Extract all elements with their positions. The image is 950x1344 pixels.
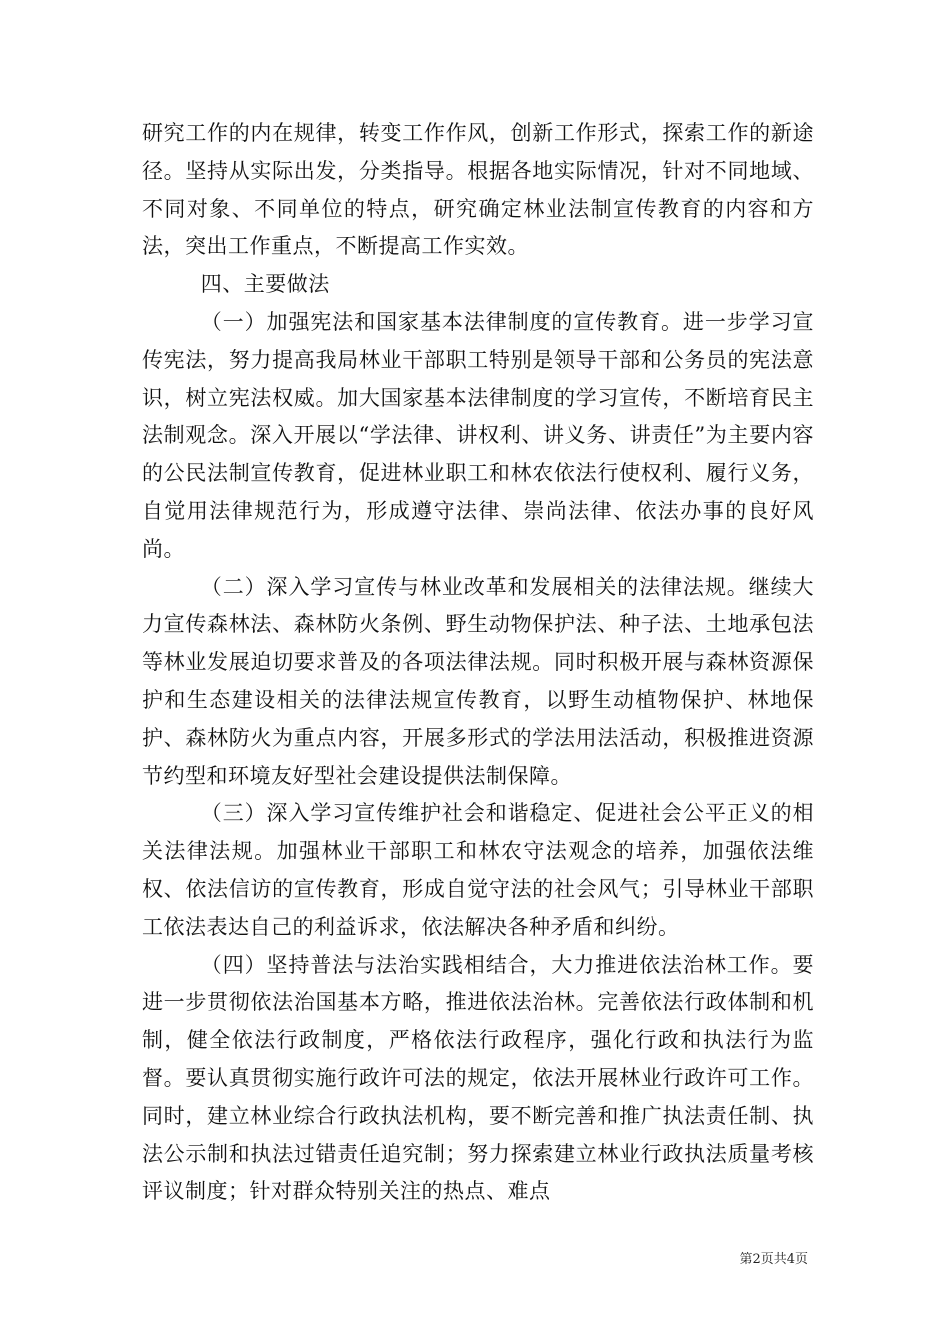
paragraph-item-2: （二）深入学习宣传与林业改革和发展相关的法律法规。继续大力宣传森林法、森林防火条例、野生动物保护法、种子法、土地承包法等林业发展迫切要求普及的各项法律法规。同时积极开展与森林资源保护和生态建设相关的法律法规宣传教育，以野生动植物保护、林地保护、森林防火为重点内容，开展多形式的学法用法活动，积极推进资源节约型和环境友好型社会建设提供法制保障。 [142, 574, 814, 788]
paragraph-item-1: （一）加强宪法和国家基本法律制度的宣传教育。进一步学习宣传宪法，努力提高我局林业干部职工特别是领导干部和公务员的宪法意识，树立宪法权威。加大国家基本法律制度的学习宣传，不断培育民主法制观念。深入开展以“学法律、讲权利、讲义务、讲责任”为主要内容的公民法制宣传教育，促进林业职工和林农依法行使权利、履行义务，自觉用法律规范行为，形成遵守法律、崇尚法律、依法办事的良好风尚。 [142, 309, 814, 561]
document-body [142, 115, 814, 1211]
page-number-footer: 第2页共4页 [739, 1252, 808, 1267]
paragraph-item-3: （三）深入学习宣传维护社会和谐稳定、促进社会公平正义的相关法律法规。加强林业干部职工和林农守法观念的培养，加强依法维权、依法信访的宣传教育，形成自觉守法的社会风气；引导林业干部职工依法表达自己的利益诉求，依法解决各种矛盾和纠纷。 [142, 801, 814, 939]
paragraph-item-4: （四）坚持普法与法治实践相结合，大力推进依法治林工作。要进一步贯彻依法治国基本方略，推进依法治林。完善依法行政体制和机制，健全依法行政制度，严格依法行政程序，强化行政和执法行为监督。要认真贯彻实施行政许可法的规定，依法开展林业行政许可工作。同时，建立林业综合行政执法机构，要不断完善和推广执法责任制、执法公示制和执法过错责任追究制；努力探索建立林业行政执法质量考核评议制度；针对群众特别关注的热点、难点 [142, 952, 814, 1204]
paragraph-continuation: 研究工作的内在规律，转变工作作风，创新工作形式，探索工作的新途径。坚持从实际出发，分类指导。根据各地实际情况，针对不同地域、不同对象、不同单位的特点，研究确定林业法制宣传教育的内容和方法，突出工作重点，不断提高工作实效。 [142, 121, 814, 259]
section-heading: 四、主要做法 [200, 272, 330, 297]
